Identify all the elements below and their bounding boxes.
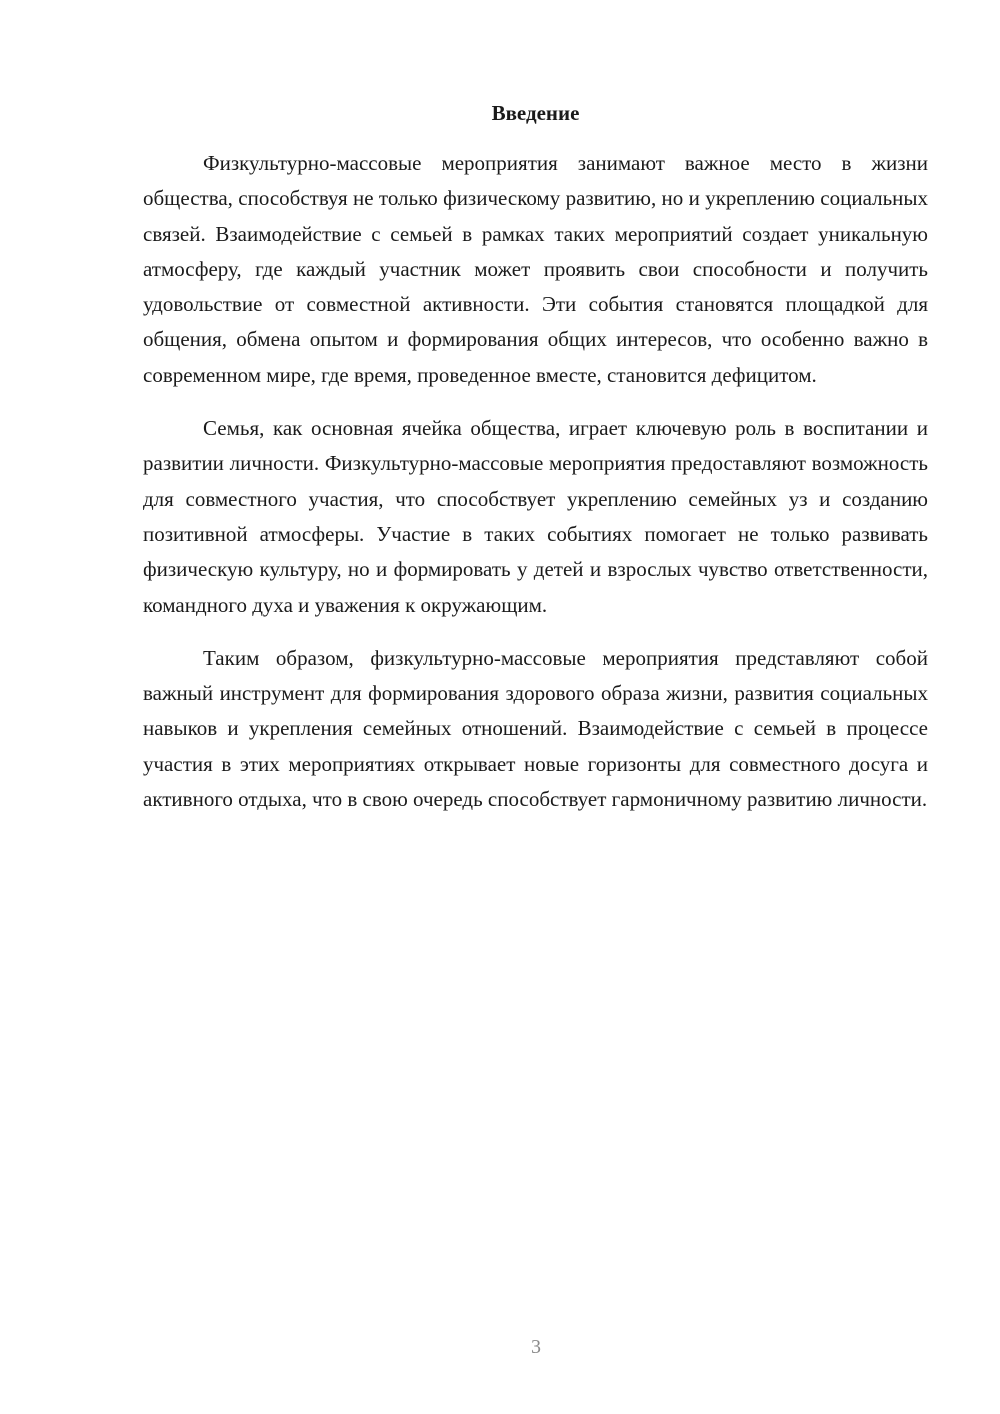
paragraph-2: Семья, как основная ячейка общества, играет ключевую роль в воспитании и развитии личности. Физкультурно-массовые мероприятия предоставляют возможность для совместного участия, что способствует укреплению семейных уз и созданию позитивной атмосферы. Участие в таких событиях помогает не только развивать физическую культуру, но и формировать у детей и взрослых чувство ответственности, командного духа и уважения к окружающим. [143, 416, 928, 617]
section-heading: Введение [491, 101, 580, 125]
page-number: 3 [531, 1336, 541, 1358]
paragraph-3: Таким образом, физкультурно-массовые мероприятия представляют собой важный инструмент для формирования здорового образа жизни, развития социальных навыков и укрепления семейных отношений. Взаимодействие с семьей в процессе участия в этих мероприятиях открывает новые горизонты для совместного досуга и активного отдыха, что в свою очередь способствует гармоничному развитию личности. [143, 645, 928, 812]
document-body [143, 96, 928, 817]
paragraph-1: Физкультурно-массовые мероприятия занимают важное место в жизни общества, способствуя не только физическому развитию, но и укреплению социальных связей. Взаимодействие с семьей в рамках таких мероприятий создает уникальную атмосферу, где каждый участник может проявить свои способности и получить удовольствие от совместной активности. Эти события становятся площадкой для общения, обмена опытом и формирования общих интересов, что особенно важно в современном мире, где время, проведенное вместе, становится дефицитом. [143, 151, 928, 387]
